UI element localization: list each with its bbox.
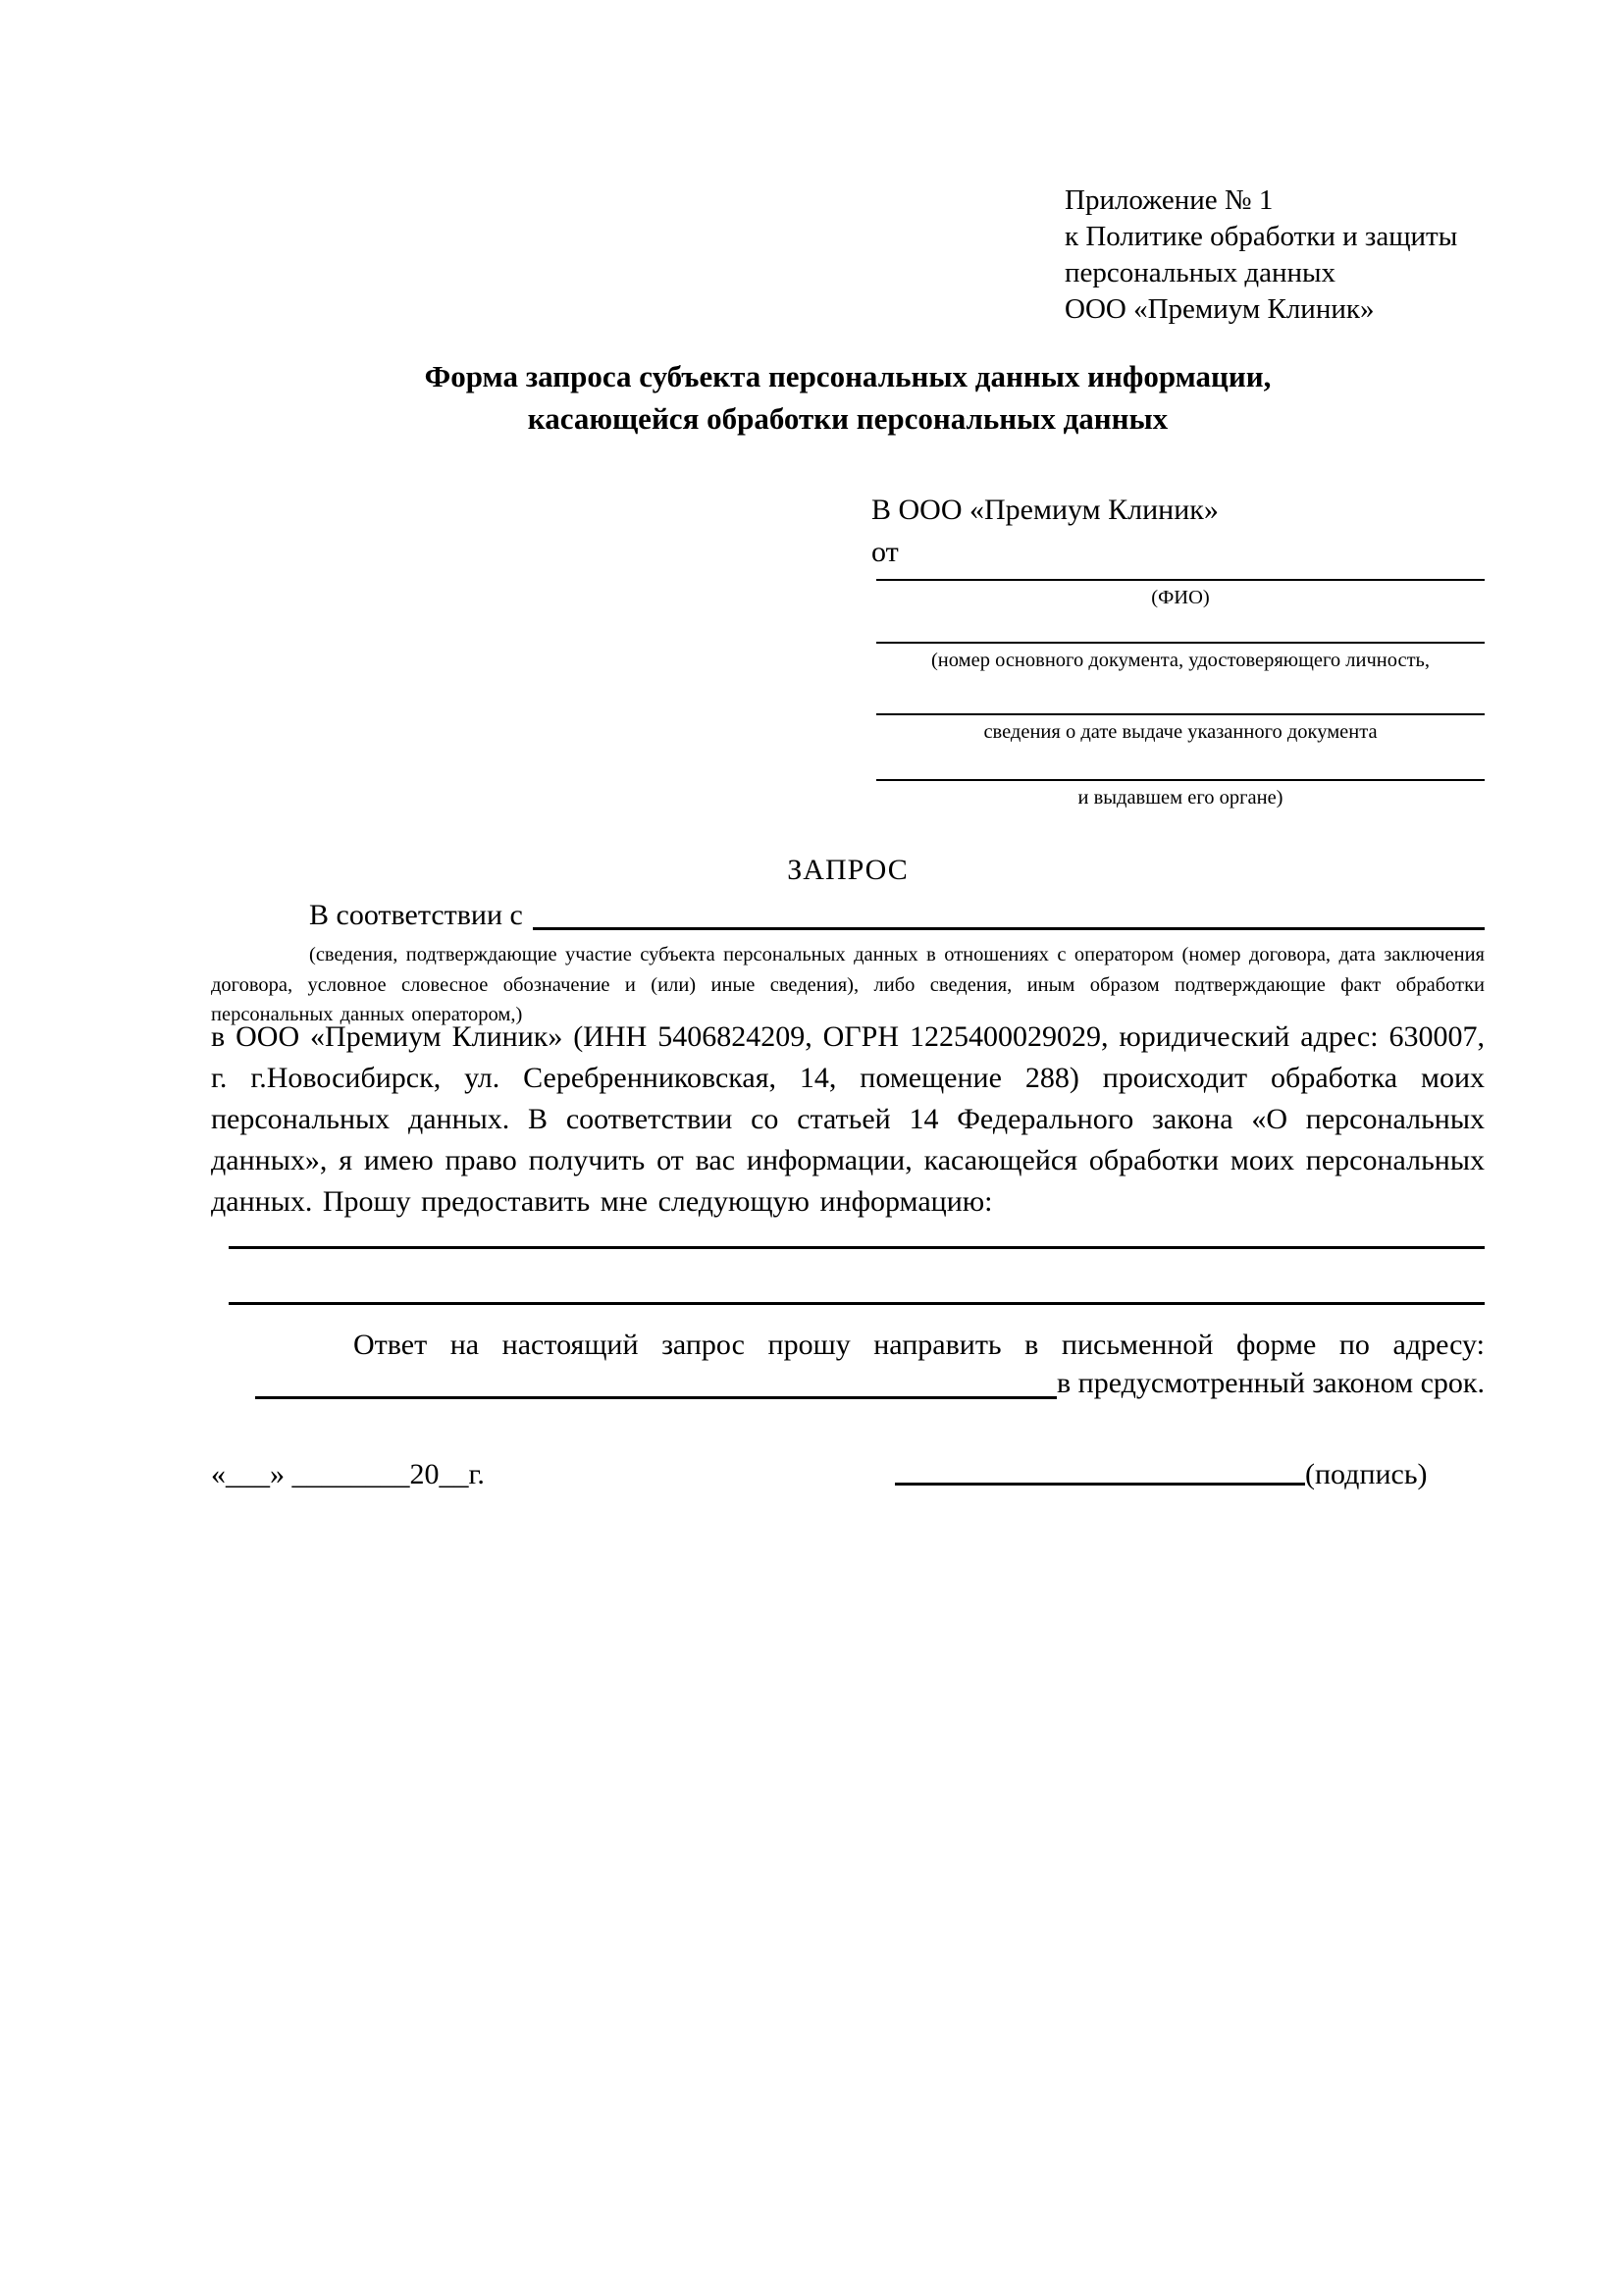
issue-date-blank-line	[876, 713, 1485, 715]
address-blank-line	[255, 1366, 1057, 1399]
appendix-line: ООО «Премиум Клиник»	[1065, 293, 1375, 325]
appendix-block	[1065, 183, 1457, 328]
request-body-paragraph: в ООО «Премиум Клиник» (ИНН 5406824209, ОГРН 1225400029029, юридический адрес: 630007, г. г.Новосибирск, ул. Серебренниковская, 14, помещение 288) происходит обработка моих персональных данных. В соответствии со статьей 14 Федерального закона «О персональных данных», я имею право получить от вас информации, касающейся обработки моих персональных данных. Прошу предоставить мне следующую информацию:	[211, 1020, 1485, 1218]
accordance-label: В соответствии с	[309, 899, 523, 931]
paragraph-indent	[211, 899, 309, 932]
issuing-authority-caption: и выдавшем его органе)	[1077, 787, 1283, 809]
document-title	[211, 355, 1485, 440]
signature-caption: (подпись)	[1305, 1458, 1428, 1490]
document-number-caption: (номер основного документа, удостоверяющего личность,	[930, 650, 1431, 671]
fio-caption: (ФИО)	[1151, 587, 1210, 608]
addressee-organization: В ООО «Премиум Клиник»	[871, 494, 1219, 526]
document-title-line: Форма запроса субъекта персональных данных информации,	[424, 359, 1272, 393]
fio-blank-line	[876, 579, 1485, 581]
issue-date-caption: сведения о дате выдаче указанного документа	[983, 721, 1378, 743]
signature-row	[895, 1458, 1428, 1491]
appendix-line: Приложение № 1	[1065, 184, 1274, 216]
request-heading: ЗАПРОС	[787, 854, 909, 886]
signature-blank-line	[895, 1483, 1305, 1486]
issuing-authority-blank-line	[876, 779, 1485, 781]
information-blank-line-1	[229, 1246, 1485, 1249]
addressee-from-label: от	[871, 536, 899, 568]
document-number-blank-line	[876, 642, 1485, 644]
information-blank-line-2	[229, 1302, 1485, 1305]
accordance-footnote: (сведения, подтверждающие участие субъекта персональных данных в отношениях с оператором (номер договора, дата заключения договора, условное словесное обозначение и (или) иные сведения), либо сведения, иным образом подтверждающие факт обработки персональных данных оператором,)	[211, 944, 1485, 1025]
reply-address-row	[211, 1366, 1485, 1401]
reply-tail-text: в предусмотренный законом срок.	[1057, 1367, 1485, 1399]
document-title-line: касающейся обработки персональных данных	[527, 401, 1169, 436]
date-blank-line: «___» ________20__г.	[211, 1458, 485, 1490]
appendix-line: персональных данных	[1065, 257, 1336, 288]
appendix-line: к Политике обработки и защиты	[1065, 221, 1458, 252]
reply-request-text: Ответ на настоящий запрос прошу направить в письменной форме по адресу:	[353, 1329, 1485, 1361]
accordance-blank-line	[533, 899, 1485, 930]
accordance-row	[211, 899, 1485, 932]
